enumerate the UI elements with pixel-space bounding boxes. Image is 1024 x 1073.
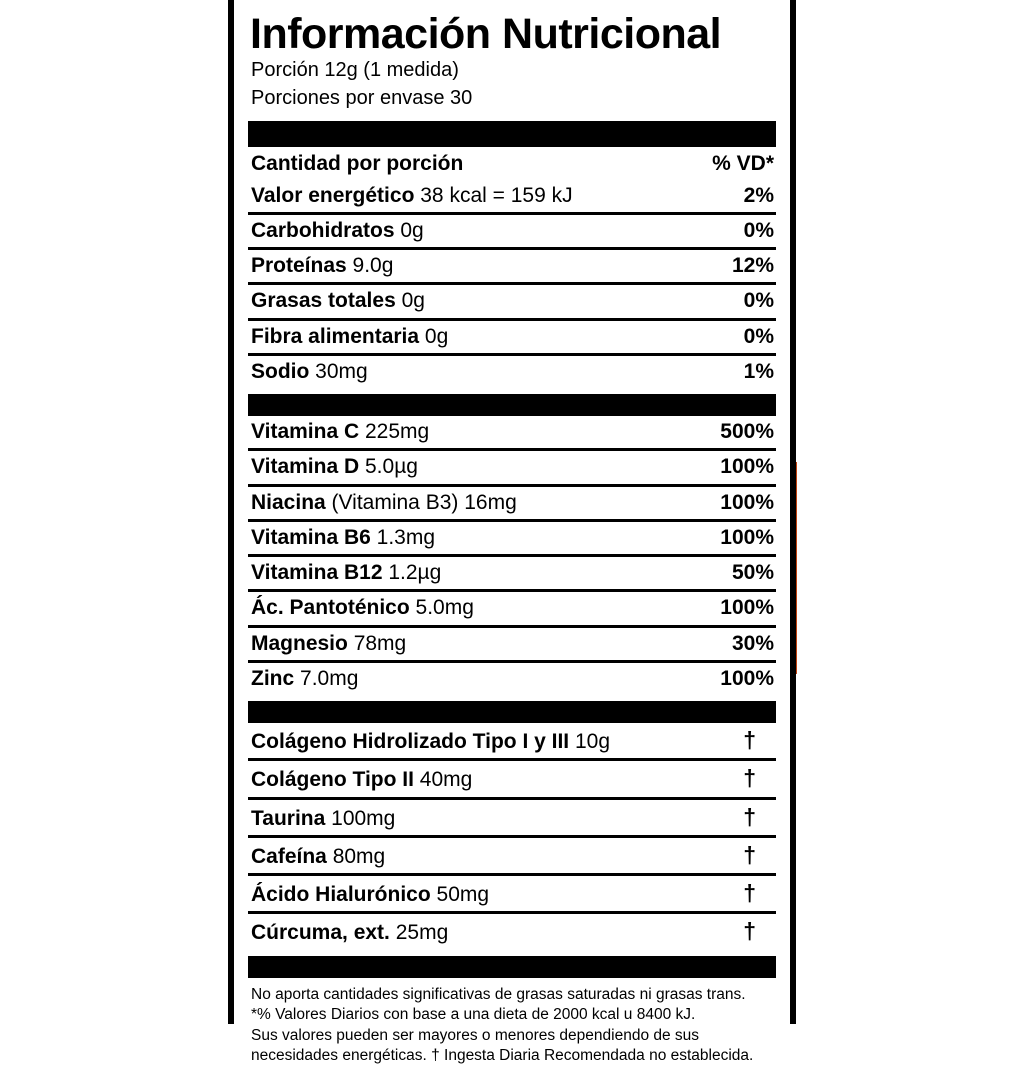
nutrient-dv: 500% xyxy=(720,420,774,444)
table-row xyxy=(248,592,776,627)
footnotes xyxy=(251,985,776,1073)
nutrient-dv: 0% xyxy=(743,324,774,348)
table-row xyxy=(248,416,776,451)
table-row xyxy=(248,876,776,914)
nutrient-name: Sodio 30mg xyxy=(251,359,368,383)
table-row xyxy=(248,663,776,695)
nutrition-facts-panel xyxy=(228,0,796,1065)
table-row xyxy=(248,522,776,557)
nutrient-name: Niacina (Vitamina B3) 16mg xyxy=(251,490,517,514)
footnote-line: *% Valores Diarios con base a una dieta de 2000 kcal u 8400 kJ. xyxy=(251,1006,696,1024)
amount-per-serving-header xyxy=(248,147,776,179)
nutrient-name: Vitamina B12 1.2µg xyxy=(251,561,442,585)
nutrient-name: Grasas totales 0g xyxy=(251,289,425,313)
nutrient-name: Cafeína 80mg xyxy=(251,844,386,868)
nutrient-dv: † xyxy=(743,841,756,868)
nutrient-dv: 12% xyxy=(731,254,774,278)
footnote-line: No aporta cantidades significativas de grasas saturadas ni grasas trans. xyxy=(251,985,746,1003)
amount-per-serving-label: Cantidad por porción xyxy=(251,152,464,176)
nutrient-name: Vitamina B6 1.3mg xyxy=(251,525,436,549)
table-row xyxy=(248,180,776,215)
nutrient-name: Proteínas 9.0g xyxy=(251,254,394,278)
divider-bar-top xyxy=(248,121,776,147)
table-row xyxy=(248,285,776,320)
table-row xyxy=(248,838,776,876)
nutrient-dv: 100% xyxy=(720,455,774,479)
nutrient-name: Carbohidratos 0g xyxy=(251,218,424,242)
nutrient-name: Cúrcuma, ext. 25mg xyxy=(251,921,449,945)
nutrient-dv: 100% xyxy=(720,596,774,620)
nutrient-dv: † xyxy=(743,918,756,945)
nutrient-name: Valor energético 38 kcal = 159 kJ xyxy=(251,183,573,207)
table-row xyxy=(248,451,776,486)
nutrient-dv: 1% xyxy=(743,359,774,383)
nutrient-name: Colágeno Tipo II 40mg xyxy=(251,768,473,792)
nutrient-dv: 50% xyxy=(731,561,774,585)
daily-value-label: % VD* xyxy=(712,152,774,176)
nutrient-dv: 2% xyxy=(743,183,774,207)
page-title: Información Nutricional xyxy=(250,10,722,58)
nutrient-dv: 0% xyxy=(743,218,774,242)
table-row xyxy=(248,487,776,522)
nutrient-dv: 100% xyxy=(720,525,774,549)
nutrient-name: Ác. Pantoténico 5.0mg xyxy=(251,596,474,620)
table-row xyxy=(248,914,776,949)
nutrient-dv: 0% xyxy=(743,289,774,313)
table-row xyxy=(248,723,776,761)
table-row xyxy=(248,557,776,592)
divider-bar-vitamins xyxy=(248,394,776,416)
table-row xyxy=(248,250,776,285)
nutrient-dv: † xyxy=(743,727,756,754)
table-row xyxy=(248,215,776,250)
table-row xyxy=(248,800,776,838)
table-row xyxy=(248,628,776,663)
nutrient-dv: 100% xyxy=(720,666,774,690)
nutrient-name: Magnesio 78mg xyxy=(251,631,407,655)
divider-bar-others xyxy=(248,701,776,723)
nutrient-name: Fibra alimentaria 0g xyxy=(251,324,449,348)
nutrient-dv: 30% xyxy=(731,631,774,655)
nutrient-name: Vitamina C 225mg xyxy=(251,420,430,444)
footnote-line: necesidades energéticas. † Ingesta Diaria Recomendada no establecida. xyxy=(251,1047,754,1065)
nutrient-name: Ácido Hialurónico 50mg xyxy=(251,883,490,907)
table-row xyxy=(248,356,776,388)
servings-per-container-text: Porciones por envase 30 xyxy=(251,86,473,109)
nutrient-dv: 100% xyxy=(720,490,774,514)
footnote-line: Sus valores pueden ser mayores o menores dependiendo de sus xyxy=(251,1026,700,1044)
serving-size-text: Porción 12g (1 medida) xyxy=(251,59,459,82)
nutrient-name: Zinc 7.0mg xyxy=(251,666,359,690)
table-row xyxy=(248,321,776,356)
nutrient-dv: † xyxy=(743,765,756,792)
nutrient-dv: † xyxy=(743,880,756,907)
divider-bar-footer xyxy=(248,956,776,978)
nutrient-name: Colágeno Hidrolizado Tipo I y III 10g xyxy=(251,730,611,754)
nutrient-dv: † xyxy=(743,803,756,830)
nutrient-name: Taurina 100mg xyxy=(251,806,396,830)
nutrient-name: Vitamina D 5.0µg xyxy=(251,455,418,479)
table-row xyxy=(248,761,776,799)
